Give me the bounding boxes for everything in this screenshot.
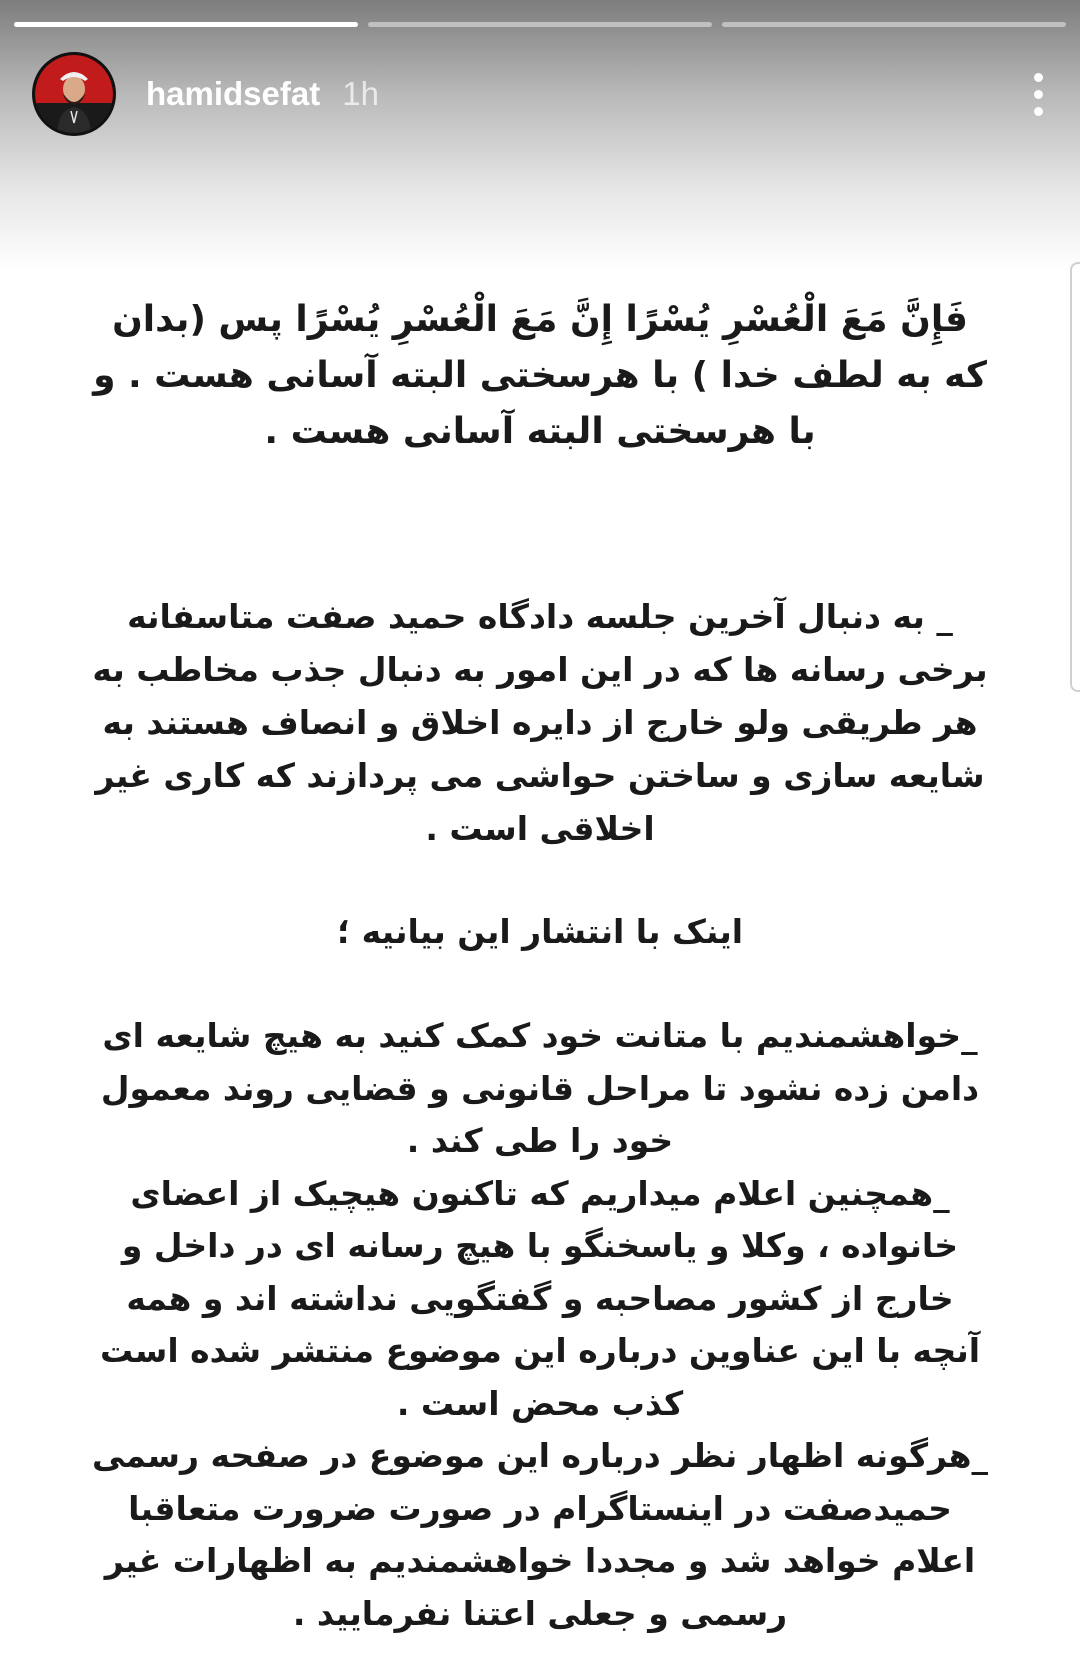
username[interactable]: hamidsefat [146, 75, 321, 112]
statement-paragraph-1: _ به دنبال آخرین جلسه دادگاه حمید صفت متاسفانه برخی رسانه ها که در این امور به دنبال جذب مخاطب به هر طریقی ولو خارج از دایره اخلاق و انصاف هستند به شایعه سازی و ساختن حواشی می پردازند که کاری غیر اخلاقی است . [92, 597, 988, 848]
more-vertical-icon [1034, 107, 1043, 116]
statement-heading: اینک با انتشار این بیانیه ؛ [336, 912, 744, 951]
avatar[interactable] [32, 52, 116, 136]
scroll-indicator [1070, 262, 1080, 692]
more-vertical-icon [1034, 90, 1043, 99]
progress-segment [368, 22, 712, 27]
profile-photo-icon [35, 55, 113, 133]
progress-segment [722, 22, 1066, 27]
progress-fill [14, 22, 358, 27]
statement-paragraph-3: _خواهشمندیم با متانت خود کمک کنید به هیچ شایعه ای دامن زده نشود تا مراحل قانونی و قضایی روند معمول خود را طی کند . [100, 1016, 980, 1160]
story-header [32, 52, 1050, 136]
statement-paragraph-5: _هرگونه اظهار نظر درباره این موضوع در صفحه رسمی حمیدصفت در اینستاگرام در صورت ضرورت متعاقبا اعلام خواهد شد و مجددا خواهشمندیم به اظهارات غیر رسمی و جعلی اعتنا نفرمایید . [92, 1436, 988, 1633]
more-options-button[interactable] [1026, 64, 1050, 124]
progress-segment [14, 22, 358, 27]
statement-body [90, 1010, 990, 1640]
quran-verse: فَإِنَّ مَعَ الْعُسْرِ يُسْرًا إِنَّ مَعَ الْعُسْرِ يُسْرًا پس (بدان که به لطف خدا ) با هرسختی البته آسانی هست . و با هرسختی البته آسانی هست . [93, 299, 987, 452]
statement-paragraph-4: _همچنین اعلام میداریم که تاکنون هیچیک از اعضای خانواده ، وکلا و یاسخنگو با هیچ رسانه ای در داخل و خارج از کشور مصاحبه و گفتگویی نداشته اند و همه آنچه با این عناوین درباره این موضوع منتشر شده است کذب محض است . [99, 1173, 981, 1423]
post-time: 1h [342, 75, 379, 112]
more-vertical-icon [1034, 73, 1043, 82]
story-progress-bar [14, 22, 1066, 27]
